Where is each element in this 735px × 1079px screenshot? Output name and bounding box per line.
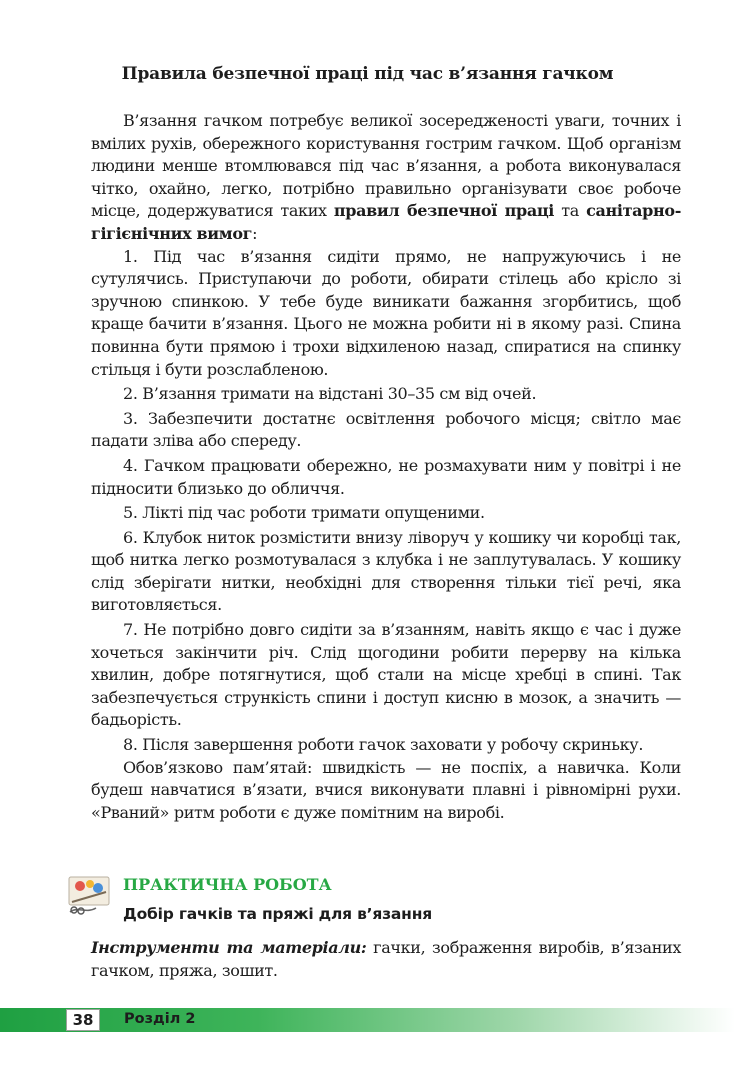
footer-bar — [0, 1008, 735, 1032]
intro-paragraph — [91, 110, 681, 246]
tools-lead: Інструменти та матеріали: — [91, 938, 367, 957]
closing-paragraph: Обов’язково пам’ятай: швидкість — не поспіх, а навичка. Коли будеш навчатися в’язати, вчися виконувати плавні і рівномірні рухи. «Рваний» ритм роботи є дуже помітним на виробі. — [91, 757, 681, 822]
tools-list: гачки, зображення виробів, в’язаних гачком, пряжа, зошит. — [91, 938, 681, 980]
rule-item-5: 5. Лікті під час роботи тримати опущеними. — [123, 503, 485, 523]
craft-tools-icon — [66, 872, 114, 916]
tools-materials — [91, 936, 681, 982]
page-title: Правила безпечної праці під час в’язання гачком — [121, 64, 614, 84]
intro-text-2: та — [554, 201, 587, 221]
practice-section — [66, 872, 686, 932]
rule-item-6: 6. Клубок ниток розмістити внизу ліворуч у кошику чи коробці так, щоб нитка легко розмотувалася з клубка і не заплутувалась. У кошику слід зберігати нитки, необхідні для створення тільки тієї речі, яка виготовляється. — [91, 527, 681, 615]
intro-bold-1: правил безпечної праці — [333, 201, 555, 221]
intro-text-3: : — [252, 223, 258, 243]
rule-item-1: 1. Під час в’язання сидіти прямо, не напружуючись і не сутулячись. Приступаючи до роботи, обирати стілець або крісло зі зручною спинкою. У тебе буде виникати бажання згорбитись, щоб краще бачити в’язання. Цього не можна робити ні в якому разі. Спина повинна бути прямою і трохи відхиленою назад, спиратися на спинку стільця і бути розслабленою. — [91, 246, 681, 379]
practice-work-label: ПРАКТИЧНА РОБОТА — [123, 875, 332, 894]
intro-bold-2: санітарно-гігієнічних вимог — [91, 201, 681, 243]
rule-item-4: 4. Гачком працювати обережно, не розмахувати ним у повітрі і не підносити близько до обличчя. — [91, 455, 681, 498]
rules-body — [91, 110, 681, 824]
practice-work-title: Добір гачків та пряжі для в’язання — [123, 905, 432, 923]
intro-text-1: В’язання гачком потребує великої зосередженості уваги, точних і вмілих рухів, обережного користування гострим гачком. Щоб організм людини менше втомлювався під час в’язання, а робота виконувалася чітко, охайно, легко, потрібно правильно організувати своє робоче місце, додержуватися таких — [91, 111, 681, 221]
rule-item-8: 8. Після завершення роботи гачок заховати у робочу скриньку. — [123, 735, 644, 755]
tools-paragraph — [91, 936, 681, 982]
page-number: 38 — [66, 1009, 100, 1031]
rule-item-2: 2. В’язання тримати на відстані 30–35 см від очей. — [123, 384, 537, 404]
rule-item-7: 7. Не потрібно довго сидіти за в’язанням, навіть якщо є час і дуже хочеться закінчити річ. Слід щогодини робити перерву на кілька хвилин, добре потягнутися, щоб стали на місце хребці в спині. Так забезпечується стрункість спини і доступ кисню в мозок, а значить — бадьорість. — [91, 620, 681, 730]
rule-item-3: 3. Забезпечити достатнє освітлення робочого місця; світло має падати зліва або спереду. — [91, 408, 681, 451]
section-label: Розділ 2 — [124, 1011, 196, 1027]
